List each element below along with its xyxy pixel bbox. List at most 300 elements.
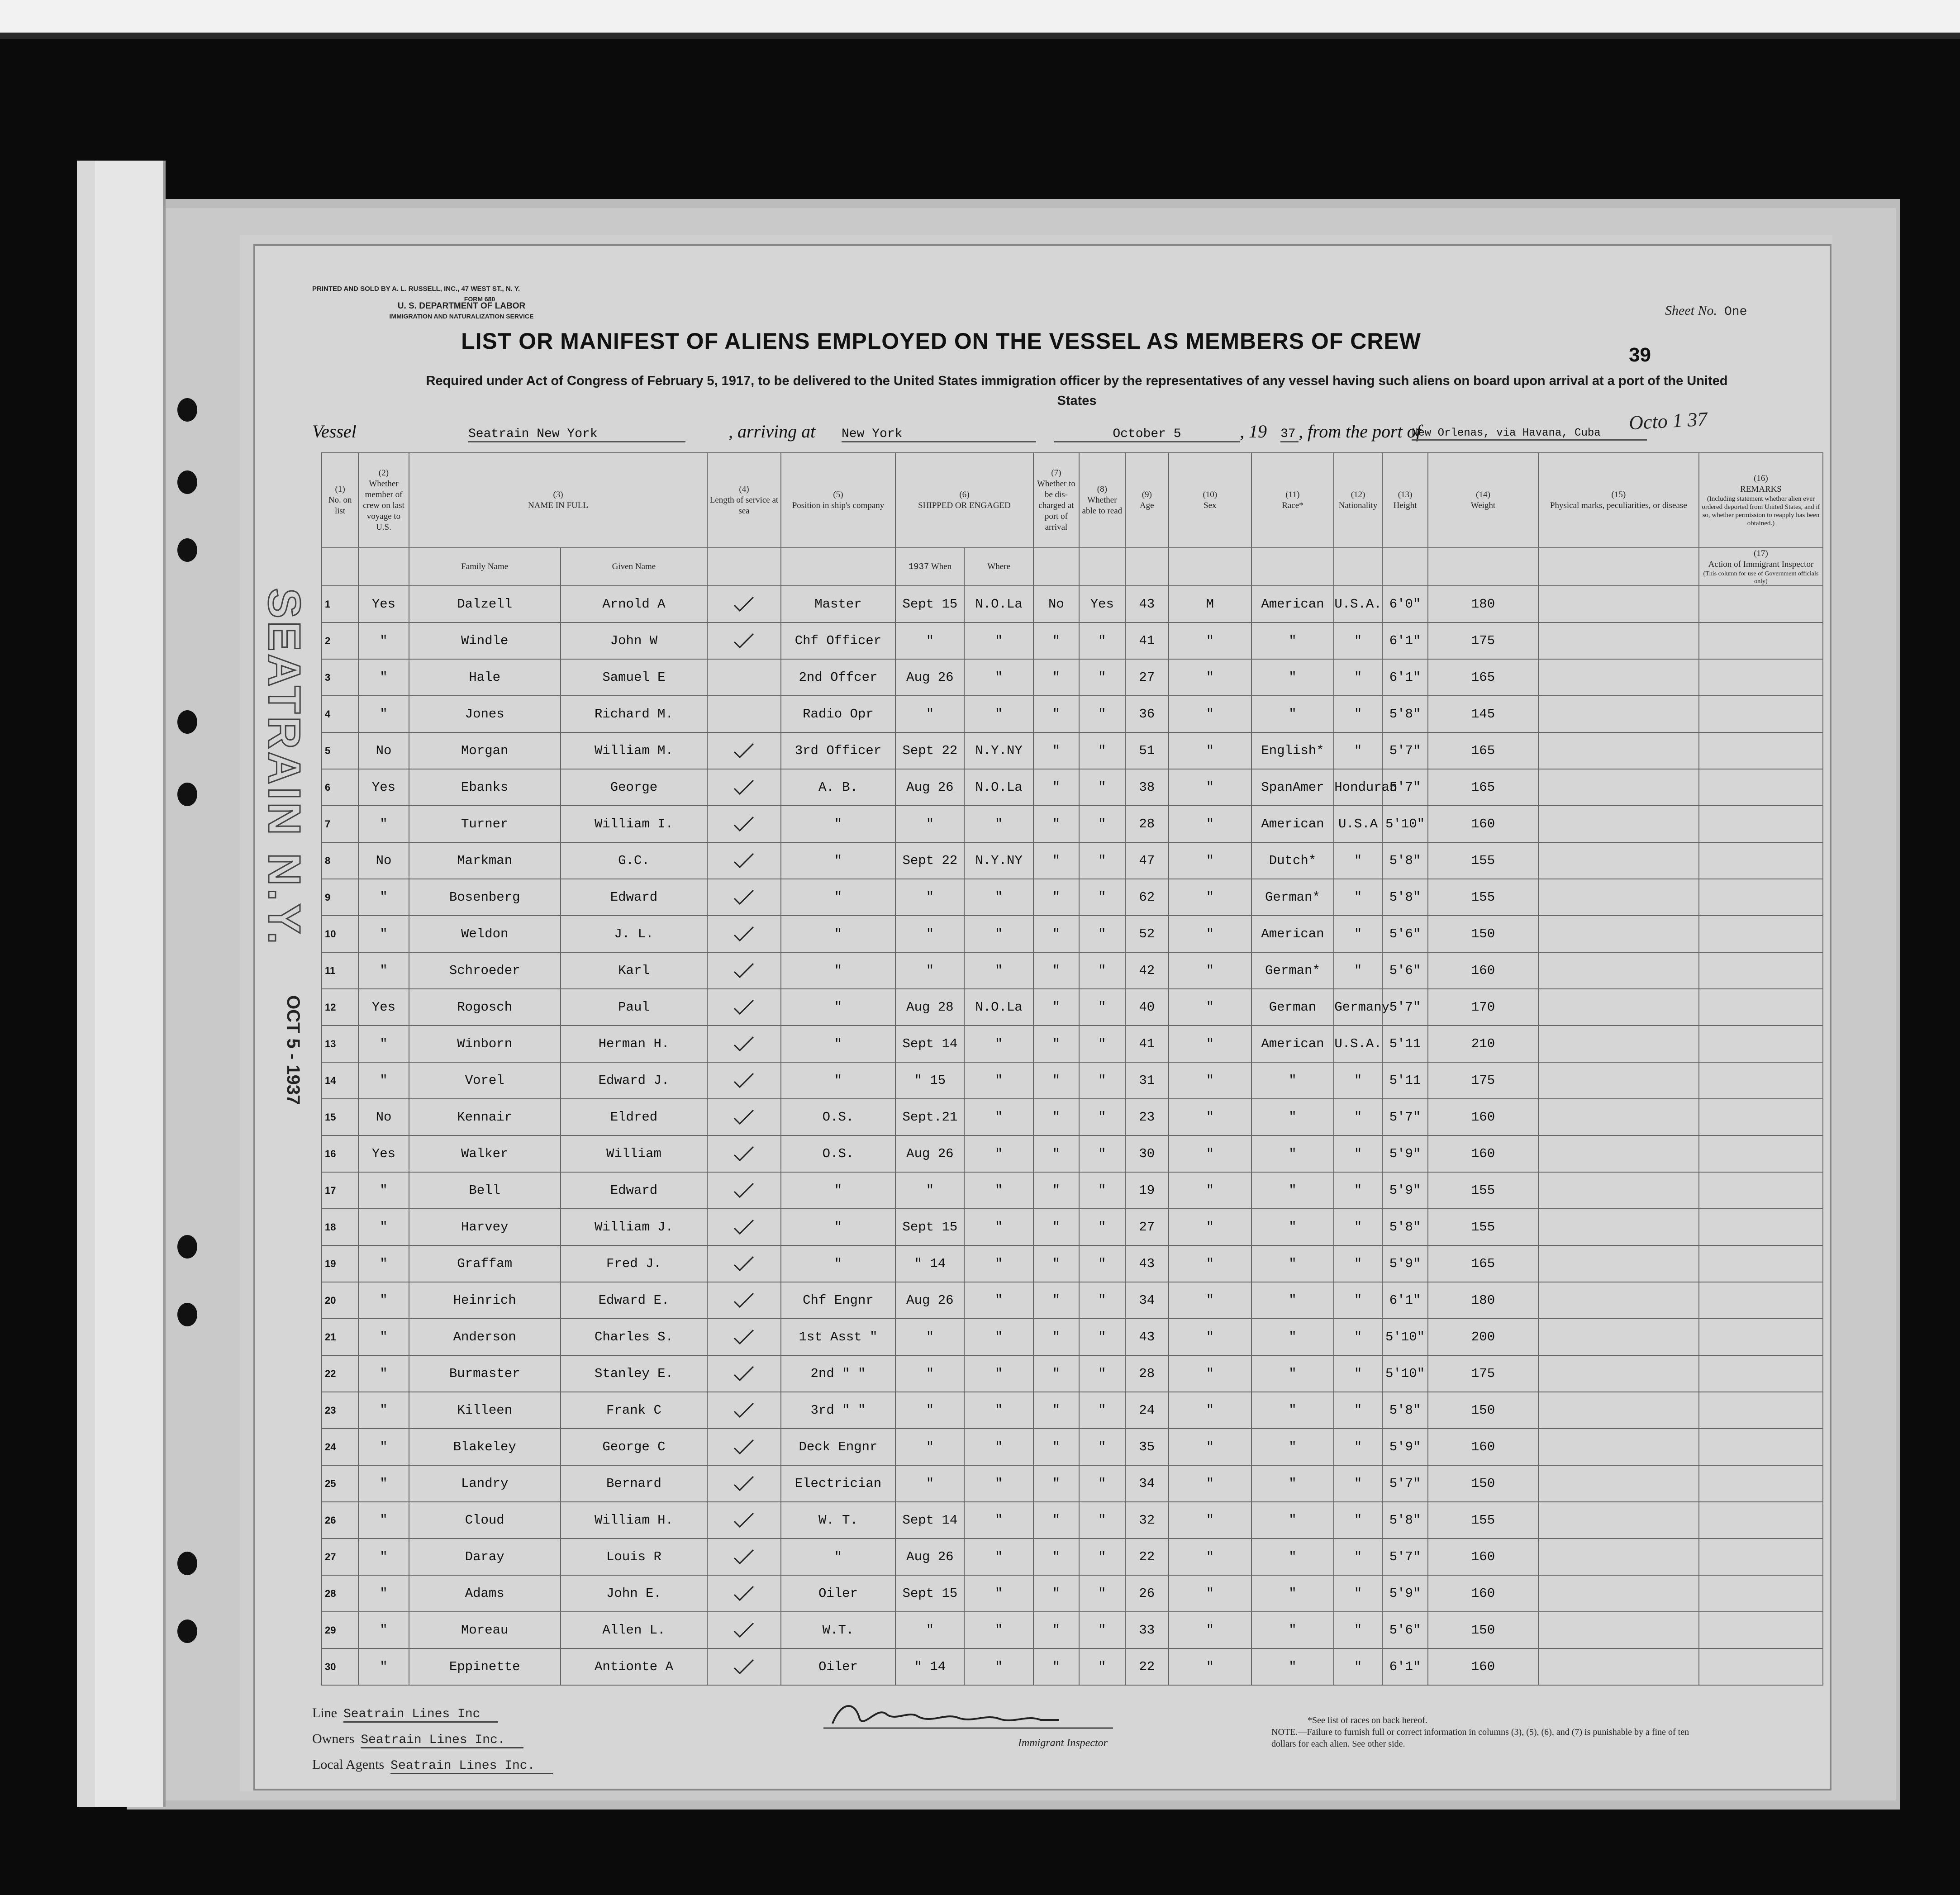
discharged-cell: ": [1033, 1245, 1079, 1282]
binder-hole: [177, 398, 197, 422]
position-cell: ": [781, 806, 896, 842]
where-cell: ": [964, 1612, 1033, 1648]
given-name-cell: Louis R: [561, 1539, 708, 1575]
col-age-header: (9) Age: [1125, 453, 1169, 548]
col-position-header: (5) Position in ship's company: [781, 453, 896, 548]
row-number: 20: [322, 1282, 358, 1319]
discharged-cell: No: [1033, 586, 1079, 622]
checkmark-icon: [733, 1622, 755, 1639]
department-name: U. S. DEPARTMENT OF LABOR: [397, 301, 526, 311]
crew-member-cell: Yes: [358, 989, 409, 1026]
when-cell: Aug 28: [895, 989, 964, 1026]
height-cell: 6'1": [1382, 659, 1428, 696]
physical-marks-cell: [1538, 879, 1699, 916]
service-check-cell: [707, 842, 780, 879]
scan-top-border: [0, 0, 1960, 33]
family-name-cell: Blakeley: [409, 1429, 561, 1465]
age-cell: 51: [1125, 732, 1169, 769]
physical-marks-cell: [1538, 842, 1699, 879]
table-row: [322, 1429, 1823, 1465]
checkmark-icon: [733, 963, 755, 979]
age-cell: 27: [1125, 659, 1169, 696]
remarks-cell: [1699, 1062, 1823, 1099]
remarks-cell: [1699, 1539, 1823, 1575]
race-cell: ": [1251, 1355, 1334, 1392]
where-cell: ": [964, 916, 1033, 952]
discharged-cell: ": [1033, 622, 1079, 659]
given-name-cell: Eldred: [561, 1099, 708, 1135]
checkmark-icon: [733, 1036, 755, 1052]
remarks-cell: [1699, 1026, 1823, 1062]
row-number: 27: [322, 1539, 358, 1575]
discharged-cell: ": [1033, 1648, 1079, 1685]
race-cell: ": [1251, 1648, 1334, 1685]
crew-member-cell: ": [358, 1465, 409, 1502]
table-row: [322, 769, 1823, 806]
where-cell: ": [964, 1502, 1033, 1539]
row-number: 17: [322, 1172, 358, 1209]
age-cell: 24: [1125, 1392, 1169, 1429]
physical-marks-cell: [1538, 1355, 1699, 1392]
when-cell: Sept 14: [895, 1502, 964, 1539]
remarks-cell: [1699, 1392, 1823, 1429]
position-cell: A. B.: [781, 769, 896, 806]
position-cell: ": [781, 1539, 896, 1575]
discharged-cell: ": [1033, 916, 1079, 952]
when-cell: Sept 22: [895, 732, 964, 769]
given-name-cell: Fred J.: [561, 1245, 708, 1282]
weight-cell: 160: [1428, 1648, 1538, 1685]
age-cell: 30: [1125, 1135, 1169, 1172]
binder-hole: [177, 1235, 197, 1259]
where-cell: ": [964, 622, 1033, 659]
physical-marks-cell: [1538, 952, 1699, 989]
row-number: 29: [322, 1612, 358, 1648]
read-cell: ": [1079, 1502, 1125, 1539]
checkmark-icon: [733, 1439, 755, 1455]
remarks-cell: [1699, 586, 1823, 622]
given-name-cell: Edward: [561, 879, 708, 916]
nationality-cell: Germany: [1334, 989, 1382, 1026]
sex-cell: ": [1169, 659, 1251, 696]
nationality-cell: ": [1334, 1429, 1382, 1465]
table-row: [322, 1502, 1823, 1539]
physical-marks-cell: [1538, 1099, 1699, 1135]
position-cell: Electrician: [781, 1465, 896, 1502]
service-check-cell: [707, 879, 780, 916]
nationality-cell: ": [1334, 916, 1382, 952]
age-cell: 35: [1125, 1429, 1169, 1465]
physical-marks-cell: [1538, 1172, 1699, 1209]
nationality-cell: U.S.A.: [1334, 1026, 1382, 1062]
sex-cell: ": [1169, 1392, 1251, 1429]
col-crew-header: (2) Whether member of crew on last voyage to U.S.: [358, 453, 409, 548]
crew-member-cell: ": [358, 622, 409, 659]
age-cell: 22: [1125, 1648, 1169, 1685]
race-cell: ": [1251, 1539, 1334, 1575]
given-name-cell: J. L.: [561, 916, 708, 952]
given-name-cell: Bernard: [561, 1465, 708, 1502]
form-number: FORM 680: [464, 295, 495, 303]
service-check-cell: [707, 1465, 780, 1502]
table-row: [322, 1648, 1823, 1685]
age-cell: 22: [1125, 1539, 1169, 1575]
discharged-cell: ": [1033, 1282, 1079, 1319]
crew-member-cell: ": [358, 806, 409, 842]
weight-cell: 210: [1428, 1026, 1538, 1062]
sex-cell: ": [1169, 1245, 1251, 1282]
nationality-cell: U.S.A: [1334, 806, 1382, 842]
service-check-cell: [707, 1209, 780, 1245]
binder-strip-inner: [95, 161, 166, 1807]
binder-hole: [177, 783, 197, 806]
height-cell: 5'8": [1382, 1209, 1428, 1245]
physical-marks-cell: [1538, 1612, 1699, 1648]
discharged-cell: ": [1033, 1355, 1079, 1392]
family-name-cell: Windle: [409, 622, 561, 659]
remarks-cell: [1699, 842, 1823, 879]
sex-cell: ": [1169, 696, 1251, 732]
position-cell: ": [781, 916, 896, 952]
sex-cell: ": [1169, 1648, 1251, 1685]
service-check-cell: [707, 659, 780, 696]
read-cell: ": [1079, 952, 1125, 989]
physical-marks-cell: [1538, 1319, 1699, 1355]
table-row: [322, 1355, 1823, 1392]
where-cell: ": [964, 1135, 1033, 1172]
physical-marks-cell: [1538, 1502, 1699, 1539]
family-name-cell: Cloud: [409, 1502, 561, 1539]
race-cell: American: [1251, 1026, 1334, 1062]
remarks-cell: [1699, 806, 1823, 842]
discharged-cell: ": [1033, 1465, 1079, 1502]
family-name-cell: Anderson: [409, 1319, 561, 1355]
family-name-cell: Adams: [409, 1575, 561, 1612]
checkmark-icon: [733, 743, 755, 759]
service-check-cell: [707, 1648, 780, 1685]
when-cell: ": [895, 622, 964, 659]
crew-member-cell: Yes: [358, 1135, 409, 1172]
physical-marks-cell: [1538, 659, 1699, 696]
checkmark-icon: [733, 999, 755, 1016]
crew-member-cell: ": [358, 1612, 409, 1648]
height-cell: 5'9": [1382, 1135, 1428, 1172]
crew-member-cell: ": [358, 879, 409, 916]
discharged-cell: ": [1033, 879, 1079, 916]
physical-marks-cell: [1538, 1282, 1699, 1319]
nationality-cell: ": [1334, 1392, 1382, 1429]
family-name-cell: Killeen: [409, 1392, 561, 1429]
weight-cell: 200: [1428, 1319, 1538, 1355]
row-number: 6: [322, 769, 358, 806]
position-cell: ": [781, 1245, 896, 1282]
where-cell: ": [964, 1539, 1033, 1575]
family-name-cell: Morgan: [409, 732, 561, 769]
height-cell: 5'9": [1382, 1429, 1428, 1465]
nationality-cell: ": [1334, 1319, 1382, 1355]
physical-marks-cell: [1538, 732, 1699, 769]
height-cell: 5'8": [1382, 842, 1428, 879]
checkmark-icon: [733, 1329, 755, 1345]
race-cell: ": [1251, 622, 1334, 659]
service-check-cell: [707, 1172, 780, 1209]
manifest-title: LIST OR MANIFEST OF ALIENS EMPLOYED ON THE VESSEL AS MEMBERS OF CREW: [461, 328, 1421, 354]
weight-cell: 145: [1428, 696, 1538, 732]
col-no-header: (1) No. on list: [322, 453, 358, 548]
position-cell: ": [781, 879, 896, 916]
sex-cell: ": [1169, 732, 1251, 769]
service-check-cell: [707, 1355, 780, 1392]
position-cell: W.T.: [781, 1612, 896, 1648]
row-number: 3: [322, 659, 358, 696]
given-name-cell: William: [561, 1135, 708, 1172]
physical-marks-cell: [1538, 622, 1699, 659]
binder-hole: [177, 710, 197, 734]
fine-note: NOTE.—Failure to furnish full or correct information in columns (3), (5), (6), and (7) is punishable by a fine of ten dollars for each alien. See other side.: [1271, 1727, 1689, 1749]
family-name-cell: Turner: [409, 806, 561, 842]
footer-company-info: [312, 1701, 553, 1778]
col-discharged-header: (7) Whether to be dis-charged at port of arrival: [1033, 453, 1079, 548]
position-cell: Deck Engnr: [781, 1429, 896, 1465]
sex-cell: ": [1169, 1575, 1251, 1612]
physical-marks-cell: [1538, 1575, 1699, 1612]
given-name-cell: Allen L.: [561, 1612, 708, 1648]
arrival-date: October 5: [1054, 427, 1240, 442]
binder-hole: [177, 1620, 197, 1643]
height-cell: 5'10": [1382, 1355, 1428, 1392]
position-cell: 3rd " ": [781, 1392, 896, 1429]
handwritten-date: Octo 1 37: [1628, 408, 1708, 434]
race-cell: American: [1251, 916, 1334, 952]
given-name-cell: Karl: [561, 952, 708, 989]
position-cell: ": [781, 952, 896, 989]
sex-cell: M: [1169, 586, 1251, 622]
family-name-cell: Rogosch: [409, 989, 561, 1026]
family-name-cell: Heinrich: [409, 1282, 561, 1319]
weight-cell: 160: [1428, 1539, 1538, 1575]
remarks-cell: [1699, 1612, 1823, 1648]
remarks-cell: [1699, 916, 1823, 952]
crew-member-cell: No: [358, 1099, 409, 1135]
race-cell: ": [1251, 1319, 1334, 1355]
inspector-signature: [823, 1696, 1122, 1733]
remarks-cell: [1699, 1319, 1823, 1355]
table-row: [322, 1026, 1823, 1062]
service-check-cell: [707, 732, 780, 769]
physical-marks-cell: [1538, 989, 1699, 1026]
height-cell: 6'0": [1382, 586, 1428, 622]
table-body: [322, 586, 1823, 1685]
remarks-cell: [1699, 1135, 1823, 1172]
weight-cell: 155: [1428, 842, 1538, 879]
crew-member-cell: Yes: [358, 769, 409, 806]
nationality-cell: ": [1334, 1539, 1382, 1575]
race-cell: ": [1251, 1502, 1334, 1539]
checkmark-icon: [733, 1109, 755, 1126]
race-cell: German*: [1251, 879, 1334, 916]
given-name-cell: Paul: [561, 989, 708, 1026]
checkmark-icon: [733, 1366, 755, 1382]
discharged-cell: ": [1033, 1099, 1079, 1135]
races-note: *See list of races on back hereof.: [1308, 1715, 1427, 1725]
age-cell: 40: [1125, 989, 1169, 1026]
weight-cell: 160: [1428, 952, 1538, 989]
service-check-cell: [707, 989, 780, 1026]
crew-member-cell: ": [358, 916, 409, 952]
table-row: [322, 1135, 1823, 1172]
position-cell: O.S.: [781, 1135, 896, 1172]
checkmark-icon: [733, 1402, 755, 1419]
where-cell: ": [964, 1245, 1033, 1282]
when-cell: Sept 15: [895, 586, 964, 622]
discharged-cell: ": [1033, 1172, 1079, 1209]
col-race-header: (11) Race*: [1251, 453, 1334, 548]
physical-marks-cell: [1538, 1429, 1699, 1465]
physical-marks-cell: [1538, 1539, 1699, 1575]
remarks-cell: [1699, 622, 1823, 659]
footer-note: [1271, 1715, 1706, 1750]
service-check-cell: [707, 586, 780, 622]
physical-marks-cell: [1538, 1062, 1699, 1099]
when-cell: Sept.21: [895, 1099, 964, 1135]
family-name-cell: Markman: [409, 842, 561, 879]
when-cell: " 14: [895, 1648, 964, 1685]
height-cell: 5'6": [1382, 1612, 1428, 1648]
height-cell: 5'10": [1382, 806, 1428, 842]
age-cell: 32: [1125, 1502, 1169, 1539]
where-cell: ": [964, 1319, 1033, 1355]
row-number: 22: [322, 1355, 358, 1392]
table-row: [322, 989, 1823, 1026]
col-when: 1937 When: [895, 548, 964, 586]
when-cell: " 14: [895, 1245, 964, 1282]
agents-row: Local Agents Seatrain Lines Inc.: [312, 1753, 553, 1778]
manifest-subtitle: Required under Act of Congress of February 5, 1917, to be delivered to the United States immigration officer by the representatives of any vessel having such aliens on board upon arrival at a port of the United States: [426, 374, 1728, 408]
nationality-cell: ": [1334, 1355, 1382, 1392]
row-number: 26: [322, 1502, 358, 1539]
age-cell: 62: [1125, 879, 1169, 916]
when-cell: Aug 26: [895, 1282, 964, 1319]
when-cell: ": [895, 879, 964, 916]
weight-cell: 180: [1428, 586, 1538, 622]
given-name-cell: George C: [561, 1429, 708, 1465]
sheet-number: Sheet No. One: [1665, 303, 1747, 319]
height-cell: 5'8": [1382, 1502, 1428, 1539]
position-cell: ": [781, 989, 896, 1026]
height-cell: 6'1": [1382, 622, 1428, 659]
crew-member-cell: ": [358, 1429, 409, 1465]
weight-cell: 180: [1428, 1282, 1538, 1319]
table-row: [322, 1099, 1823, 1135]
remarks-cell: [1699, 1172, 1823, 1209]
read-cell: ": [1079, 622, 1125, 659]
age-cell: 43: [1125, 1245, 1169, 1282]
discharged-cell: ": [1033, 1612, 1079, 1648]
age-cell: 33: [1125, 1612, 1169, 1648]
family-name-cell: Bosenberg: [409, 879, 561, 916]
row-number: 8: [322, 842, 358, 879]
read-cell: ": [1079, 842, 1125, 879]
arriving-port: New York: [842, 427, 1036, 442]
age-cell: 41: [1125, 622, 1169, 659]
when-cell: Aug 26: [895, 659, 964, 696]
row-number: 16: [322, 1135, 358, 1172]
binder-hole: [177, 470, 197, 494]
table-row: [322, 806, 1823, 842]
family-name-cell: Hale: [409, 659, 561, 696]
family-name-cell: Bell: [409, 1172, 561, 1209]
race-cell: SpanAmer: [1251, 769, 1334, 806]
line-row: Line Seatrain Lines Inc: [312, 1701, 553, 1727]
read-cell: ": [1079, 1465, 1125, 1502]
crew-member-cell: ": [358, 1062, 409, 1099]
given-name-cell: Edward E.: [561, 1282, 708, 1319]
remarks-cell: [1699, 1099, 1823, 1135]
family-name-cell: Dalzell: [409, 586, 561, 622]
table-row: [322, 952, 1823, 989]
height-cell: 5'11: [1382, 1062, 1428, 1099]
service-check-cell: [707, 1319, 780, 1355]
read-cell: ": [1079, 1062, 1125, 1099]
discharged-cell: ": [1033, 842, 1079, 879]
race-cell: ": [1251, 1245, 1334, 1282]
checkmark-icon: [733, 816, 755, 832]
row-number: 24: [322, 1429, 358, 1465]
row-number: 12: [322, 989, 358, 1026]
race-cell: ": [1251, 1282, 1334, 1319]
service-check-cell: [707, 952, 780, 989]
read-cell: ": [1079, 1319, 1125, 1355]
family-name-cell: Winborn: [409, 1026, 561, 1062]
read-cell: ": [1079, 696, 1125, 732]
height-cell: 5'8": [1382, 696, 1428, 732]
remarks-cell: [1699, 1648, 1823, 1685]
when-cell: ": [895, 952, 964, 989]
when-cell: ": [895, 1355, 964, 1392]
position-cell: Master: [781, 586, 896, 622]
where-cell: N.O.La: [964, 586, 1033, 622]
table-header: [322, 453, 1823, 586]
printer-line: PRINTED AND SOLD BY A. L. RUSSELL, INC., 47 WEST ST., N. Y.: [312, 285, 520, 293]
where-cell: ": [964, 1575, 1033, 1612]
crew-member-cell: ": [358, 1209, 409, 1245]
read-cell: ": [1079, 732, 1125, 769]
sex-cell: ": [1169, 622, 1251, 659]
nationality-cell: ": [1334, 952, 1382, 989]
col-read-header: (8) Whether able to read: [1079, 453, 1125, 548]
when-cell: ": [895, 1392, 964, 1429]
race-cell: Dutch*: [1251, 842, 1334, 879]
checkmark-icon: [733, 1183, 755, 1199]
race-cell: ": [1251, 1209, 1334, 1245]
height-cell: 5'9": [1382, 1245, 1428, 1282]
position-cell: Chf Engnr: [781, 1282, 896, 1319]
family-name-cell: Daray: [409, 1539, 561, 1575]
position-cell: W. T.: [781, 1502, 896, 1539]
read-cell: ": [1079, 659, 1125, 696]
family-name-cell: Walker: [409, 1135, 561, 1172]
from-port: New Orlenas, via Havana, Cuba: [1412, 427, 1647, 441]
position-cell: ": [781, 1172, 896, 1209]
age-cell: 42: [1125, 952, 1169, 989]
binder-hole: [177, 1552, 197, 1575]
nationality-cell: ": [1334, 696, 1382, 732]
race-cell: ": [1251, 1465, 1334, 1502]
height-cell: 5'6": [1382, 952, 1428, 989]
sex-cell: ": [1169, 989, 1251, 1026]
crew-member-cell: ": [358, 1575, 409, 1612]
crew-member-cell: ": [358, 952, 409, 989]
